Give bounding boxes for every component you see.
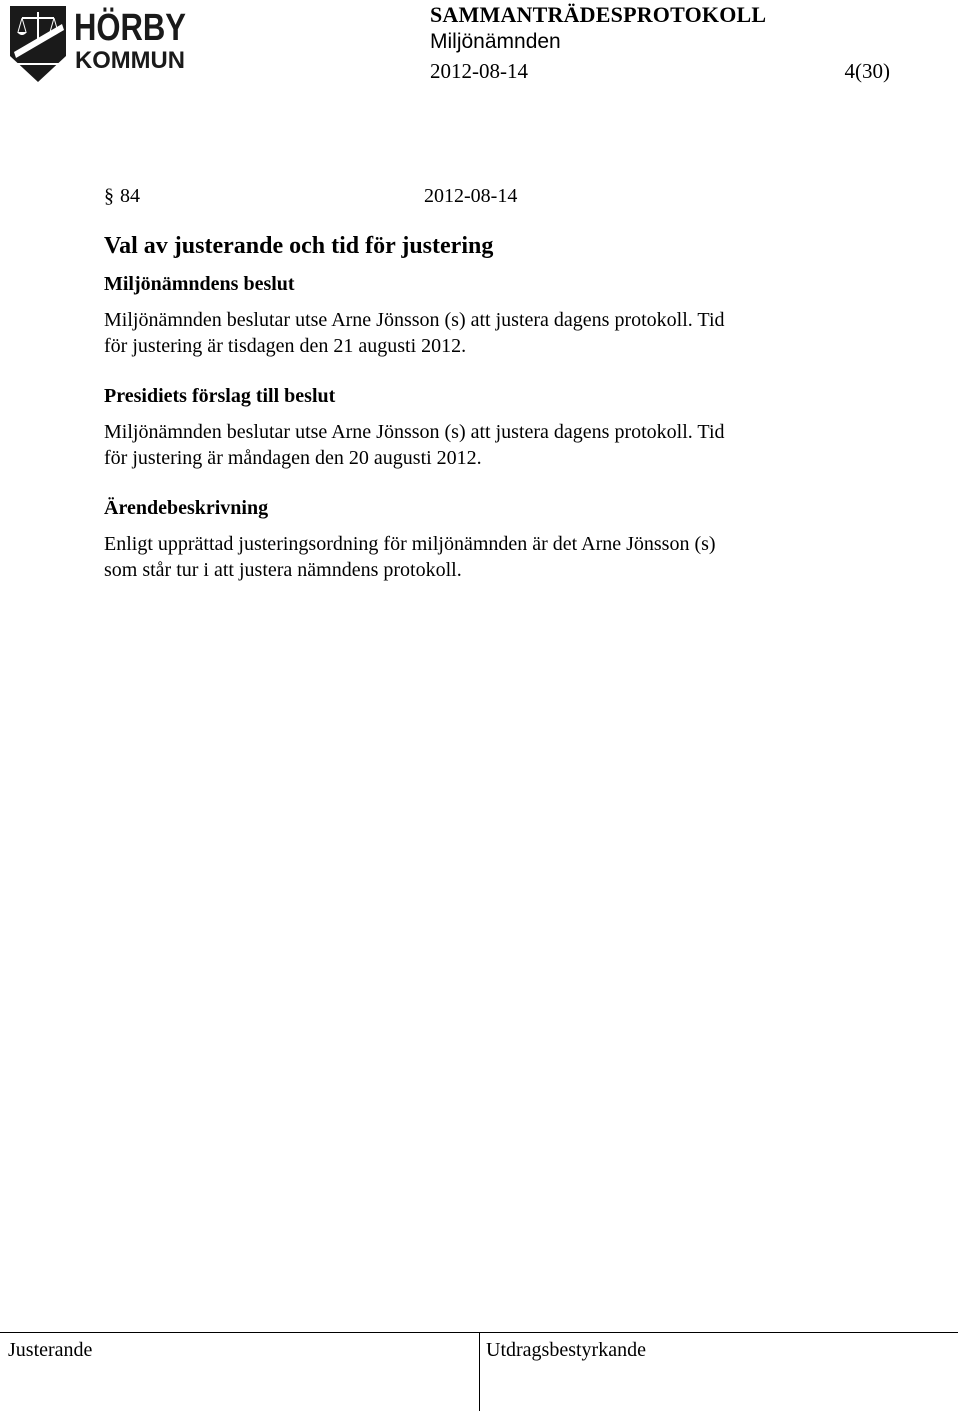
section-heading: Ärendebeskrivning	[104, 497, 269, 519]
paragraph-number: 84	[120, 185, 140, 207]
footer-divider	[479, 1333, 480, 1411]
section-proposal	[104, 383, 824, 471]
document-body	[104, 230, 824, 583]
section-heading: Presidiets förslag till beslut	[104, 385, 336, 407]
item-title: Val av justerande och tid för justering	[104, 233, 494, 259]
document-header	[430, 2, 890, 86]
coat-of-arms-icon	[8, 4, 212, 84]
section-sign: §	[104, 185, 114, 207]
header-date: 2012-08-14	[430, 59, 528, 83]
section-decision	[104, 271, 824, 359]
document-type: SAMMANTRÄDESPROTOKOLL	[430, 2, 767, 27]
municipality-logo	[8, 4, 212, 84]
page-number: 4(30)	[844, 59, 890, 83]
logo-name: HÖRBY	[74, 7, 212, 49]
logo-kommun: KOMMUN	[75, 47, 185, 74]
certifier-label: Utdragsbestyrkande	[486, 1339, 646, 1361]
section-text-line: som står tur i att justera nämndens protokoll.	[104, 559, 462, 581]
paragraph-date: 2012-08-14	[424, 185, 518, 207]
section-text-line: för justering är måndagen den 20 augusti 2012.	[104, 447, 482, 469]
adjuster-label: Justerande	[8, 1339, 93, 1361]
section-heading: Miljönämndens beslut	[104, 273, 295, 295]
section-text-line: Miljönämnden beslutar utse Arne Jönsson (s) att justera dagens protokoll. Tid	[104, 309, 725, 331]
committee-name: Miljönämnden	[430, 30, 561, 53]
header-date-row	[430, 56, 890, 86]
paragraph-line	[104, 183, 534, 209]
section-description	[104, 495, 824, 583]
section-text-line: Enligt upprättad justeringsordning för miljönämnden är det Arne Jönsson (s)	[104, 533, 716, 555]
section-text-line: för justering är tisdagen den 21 augusti 2012.	[104, 335, 467, 357]
section-text-line: Miljönämnden beslutar utse Arne Jönsson (s) att justera dagens protokoll. Tid	[104, 421, 725, 443]
signature-footer	[0, 1332, 958, 1411]
